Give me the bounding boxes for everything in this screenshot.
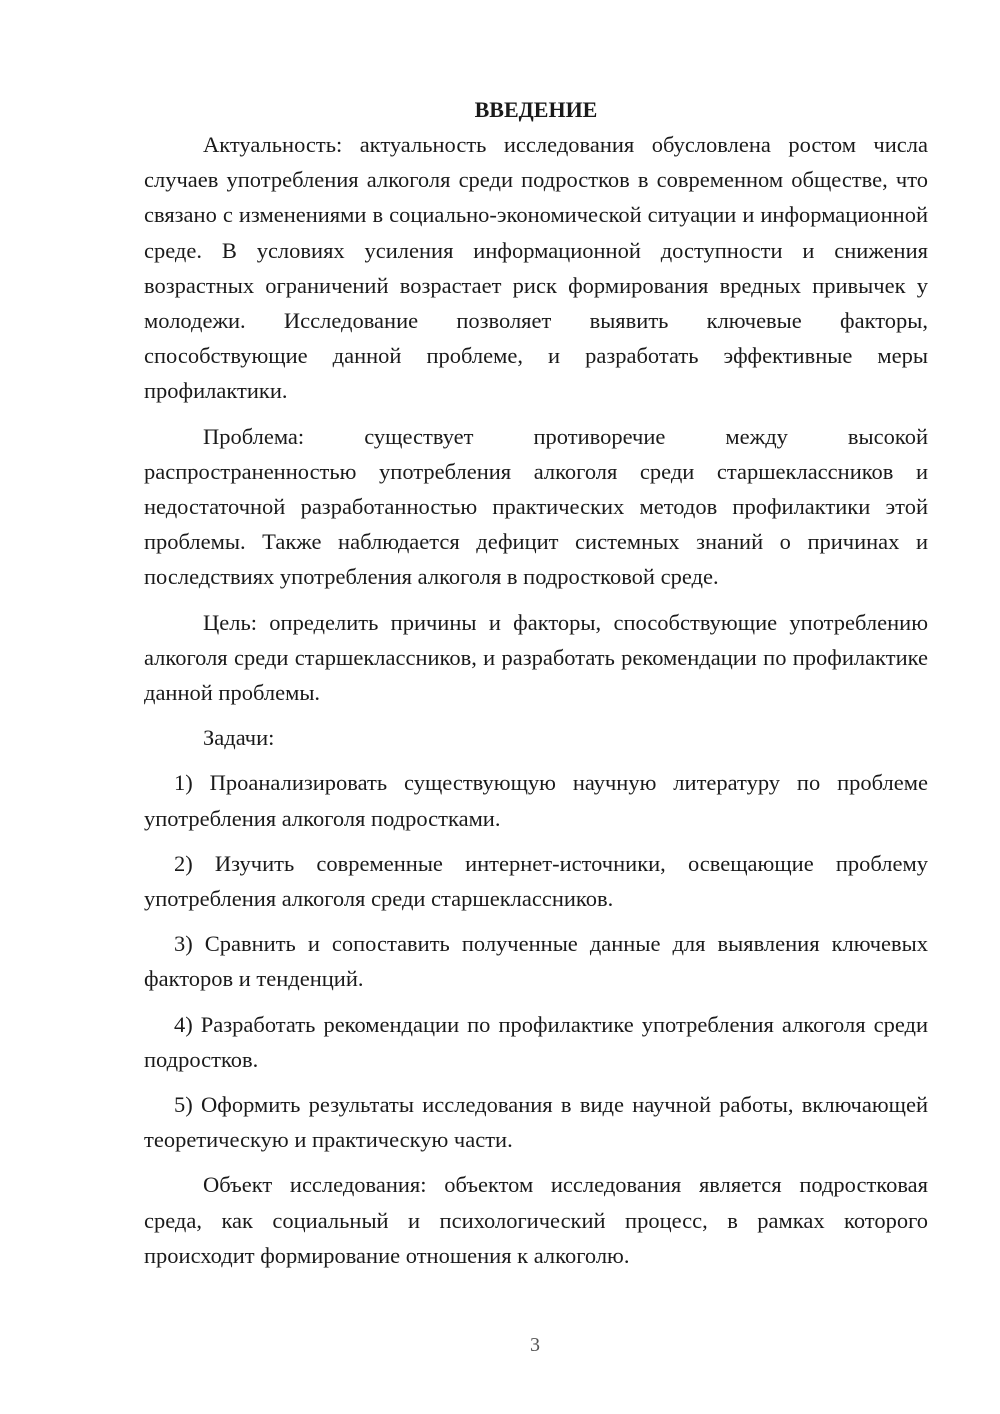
section-title: ВВЕДЕНИЕ xyxy=(474,97,598,122)
tasks-heading: Задачи: xyxy=(203,725,275,751)
paragraph-problem: Проблема: существует противоречие между высокой распространенностью употребления алкоголя среди старшеклассников и недостаточной разработанностью практических методов профилактики этой проблемы. Также наблюдается дефицит системных знаний о причинах и последствиях употребления алкоголя в подростковой среде. xyxy=(144,423,928,590)
paragraph-relevance: Актуальность: актуальность исследования обусловлена ростом числа случаев употребления алкоголя среди подростков в современном обществе, что связано с изменениями в социально-экономической ситуации и информационной среде. В условиях усиления информационной доступности и снижения возрастных ограничений возрастает риск формирования вредных привычек у молодежи. Исследование позволяет выявить ключевые факторы, способствующие данной проблеме, и разработать эффективные меры профилактики. xyxy=(144,132,928,404)
task-item-1: 1) Проанализировать существующую научную литературу по проблеме употребления алкоголя подростками. xyxy=(144,770,928,831)
page-number: 3 xyxy=(530,1334,540,1356)
task-item-5: 5) Оформить результаты исследования в виде научной работы, включающей теоретическую и практическую части. xyxy=(144,1092,928,1153)
paragraph-goal: Цель: определить причины и факторы, способствующие употреблению алкоголя среди старшеклассников, и разработать рекомендации по профилактике данной проблемы. xyxy=(144,609,928,706)
page-content xyxy=(144,92,928,1273)
paragraph-object: Объект исследования: объектом исследования является подростковая среда, как социальный и психологический процесс, в рамках которого происходит формирование отношения к алкоголю. xyxy=(144,1172,928,1268)
task-item-2: 2) Изучить современные интернет-источники, освещающие проблему употребления алкоголя среди старшеклассников. xyxy=(144,850,928,912)
task-item-3: 3) Сравнить и сопоставить полученные данные для выявления ключевых факторов и тенденций. xyxy=(144,931,928,992)
task-item-4: 4) Разработать рекомендации по профилактике употребления алкоголя среди подростков. xyxy=(144,1011,928,1072)
